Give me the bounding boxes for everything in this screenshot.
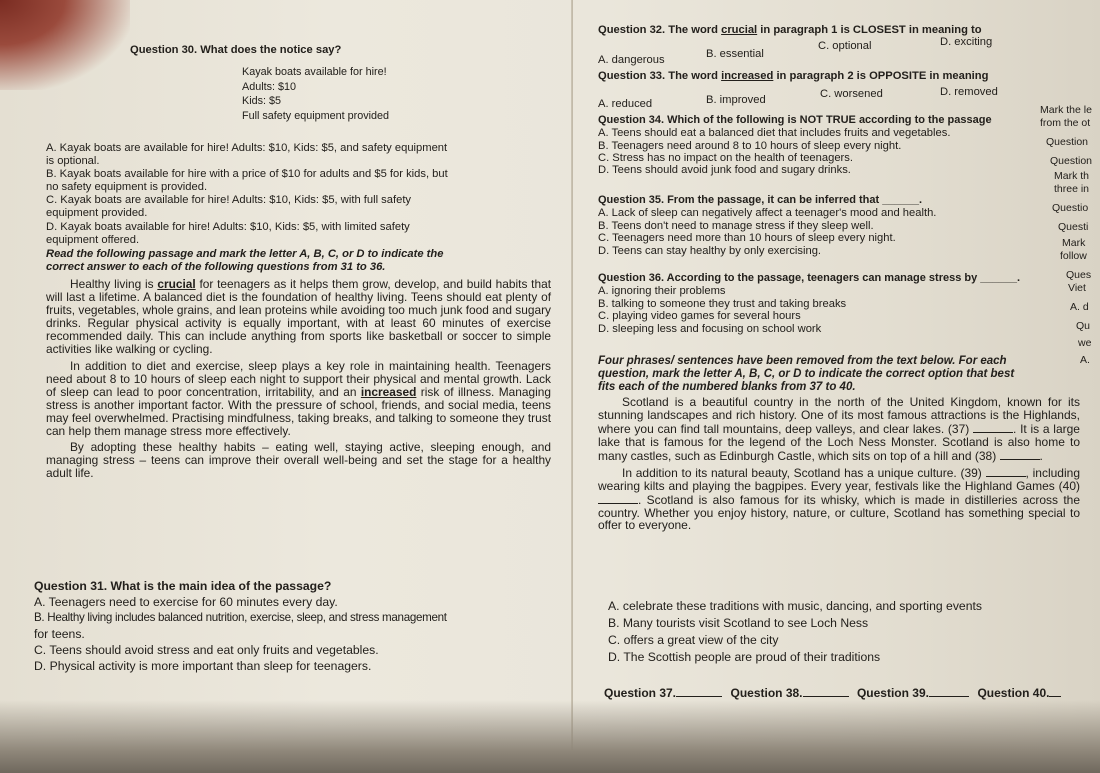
option-d[interactable]: D. The Scottish people are proud of their traditions bbox=[608, 650, 881, 664]
edge-text: Mark the le bbox=[1040, 104, 1092, 116]
q31-option-c[interactable]: C. Teens should avoid stress and eat only fruits and vegetables. bbox=[34, 643, 379, 657]
page-fold bbox=[571, 0, 573, 773]
keyword-increased: increased bbox=[721, 70, 774, 82]
passage2-instruction: question, mark the letter A, B, C, or D to indicate the correct option that best bbox=[598, 368, 1015, 381]
answer-39-label: Question 39. bbox=[856, 686, 929, 700]
blank-39[interactable] bbox=[986, 466, 1026, 477]
edge-text: Questio bbox=[1052, 202, 1089, 214]
text-run: Question 33. The word bbox=[598, 70, 722, 82]
q35-question: Question 35. From the passage, it can be inferred that ______. bbox=[598, 194, 922, 206]
q34-option-d[interactable]: D. Teens should avoid junk food and sugary drinks. bbox=[598, 164, 851, 177]
q31-question: Question 31. What is the main idea of the passage? bbox=[34, 579, 332, 593]
text-run: . It is a large lake that is famous for the legend of the Loch Ness Monster. Scotland is also home to many castles, such as Edinburgh Castle, which sits on top of a hill and (38) bbox=[598, 422, 1080, 463]
text-run: In addition to diet and exercise, sleep plays a key role in maintaining health. Teenagers need about 8 to 10 hours of sleep each night to support their physical and mental growth. Lack of sleep can lead to poor concentration, irritability, and an bbox=[46, 359, 551, 400]
answer-40-label: Question 40. bbox=[977, 686, 1050, 700]
q32-option-b[interactable]: B. essential bbox=[706, 48, 764, 60]
q33-question bbox=[598, 70, 988, 83]
q34-option-c[interactable]: C. Stress has no impact on the health of teenagers. bbox=[598, 151, 853, 164]
q33-option-c[interactable]: C. worsened bbox=[820, 88, 883, 100]
bottom-shadow bbox=[0, 700, 1100, 773]
question-31 bbox=[34, 578, 447, 674]
edge-text: Mark th bbox=[1054, 170, 1090, 182]
question-34 bbox=[598, 114, 992, 177]
q35-option-a[interactable]: A. Lack of sleep can negatively affect a teenager's mood and health. bbox=[598, 207, 937, 220]
q37-40-options bbox=[608, 598, 982, 666]
q30-option-b[interactable]: B. Kayak boats available for hire with a price of $10 for adults and $5 for kids, but bbox=[46, 168, 448, 181]
edge-text: Questi bbox=[1058, 221, 1089, 233]
q36-option-c[interactable]: C. playing video games for several hours bbox=[598, 310, 801, 323]
answer-40-blank[interactable] bbox=[1049, 686, 1061, 697]
passage2-paragraph-1: Scotland is a beautiful country in the north of the United Kingdom, known for its stunning landscapes and rich history. One of its most famous attractions is the Highlands, where you can find tall mountains, deep valleys, and clear lakes. (37) . It is a large lake that is famous for the legend of the Loch Ness Monster. Scotland is also home to many castles, such as Edinburgh Castle, which sits on top of a hill and (38) . bbox=[598, 395, 1080, 463]
q31-option-b[interactable]: B. Healthy living includes balanced nutrition, exercise, sleep, and stress management bbox=[34, 611, 447, 624]
q33-option-d[interactable]: D. removed bbox=[940, 86, 998, 98]
answer-38-label: Question 38. bbox=[730, 686, 803, 700]
text-run: Question 32. The word bbox=[598, 24, 722, 36]
option-b[interactable]: B. Many tourists visit Scotland to see Loch Ness bbox=[608, 616, 869, 630]
blank-38[interactable] bbox=[1000, 449, 1040, 460]
edge-text: Question bbox=[1046, 136, 1089, 148]
edge-text: follow bbox=[1060, 250, 1087, 262]
q33-option-a[interactable]: A. reduced bbox=[598, 98, 653, 110]
edge-text: three in bbox=[1054, 183, 1090, 195]
answer-38-blank[interactable] bbox=[803, 686, 849, 697]
keyword-increased: increased bbox=[360, 385, 417, 400]
q30-option-c[interactable]: C. Kayak boats are available for hire! Adults: $10, Kids: $5, with full safety bbox=[46, 194, 412, 207]
edge-text: Viet bbox=[1068, 282, 1086, 294]
q35-option-d[interactable]: D. Teens can stay healthy by only exercising. bbox=[598, 244, 822, 257]
q36-option-b[interactable]: B. talking to someone they trust and taking breaks bbox=[598, 297, 847, 310]
blank-37-label: (37) bbox=[947, 422, 970, 437]
text-run: Scotland is a beautiful country in the north of the United Kingdom, known for its stunning landscapes and rich history. One of its most famous attractions is the Highlands, where you can find tall mountains, deep valleys, and clear lakes. bbox=[598, 395, 1080, 437]
corner-shadow bbox=[0, 0, 130, 90]
text-run: in paragraph 1 is CLOSEST in meaning to bbox=[757, 24, 982, 36]
q36-question: Question 36. According to the passage, teenagers can manage stress by ______. bbox=[598, 272, 1021, 284]
passage1-paragraph-1 bbox=[46, 278, 551, 356]
passage1-instruction: Read the following passage and mark the letter A, B, C, or D to indicate the bbox=[46, 248, 444, 260]
q30-option-c-cont: equipment provided. bbox=[46, 207, 148, 220]
edge-text: Question bbox=[1050, 155, 1093, 167]
q36-option-d[interactable]: D. sleeping less and focusing on school work bbox=[598, 322, 822, 335]
q32-question bbox=[598, 24, 982, 37]
passage1-paragraph-2 bbox=[46, 360, 551, 438]
next-page-edge bbox=[1040, 104, 1100, 371]
passage1-instruction: correct answer to each of the following questions from 31 to 36. bbox=[46, 261, 386, 274]
q31-option-b-cont: for teens. bbox=[34, 627, 85, 641]
q36-option-a[interactable]: A. ignoring their problems bbox=[598, 285, 726, 298]
passage2-paragraph-2 bbox=[598, 466, 1080, 533]
text-run: risk of illness. Managing stress is another important factor. With the pressure of school, friends, and social media, teens may feel overwhelmed. Practising mindfulness, taking breaks, and talking to someone they trust can help them manage stress more effectively. bbox=[46, 385, 551, 439]
text-run: , including wearing kilts and playing the bagpipes. Every year, festivals like the Highland Games (40) bbox=[598, 465, 1080, 493]
passage-2 bbox=[598, 355, 1080, 532]
passage-1 bbox=[46, 248, 551, 480]
q31-option-d[interactable]: D. Physical activity is more important than sleep for teenagers. bbox=[34, 659, 372, 673]
q31-option-a[interactable]: A. Teenagers need to exercise for 60 minutes every day. bbox=[34, 595, 338, 609]
q30-option-d[interactable]: D. Kayak boats available for hire! Adults: $10, Kids: $5, with limited safety bbox=[46, 220, 410, 233]
notice-line: Kayak boats available for hire! bbox=[242, 66, 387, 78]
q30-options bbox=[46, 142, 448, 247]
edge-text: Ques bbox=[1066, 269, 1092, 281]
q32-option-d[interactable]: D. exciting bbox=[940, 36, 993, 48]
text-run: Healthy living is bbox=[70, 277, 158, 292]
notice-line: Adults: $10 bbox=[242, 81, 297, 94]
edge-text: A. d bbox=[1070, 301, 1089, 313]
q30-option-a[interactable]: A. Kayak boats are available for hire! Adults: $10, Kids: $5, and safety equipment bbox=[46, 142, 448, 154]
q30-option-d-cont: equipment offered. bbox=[46, 233, 140, 246]
question-36 bbox=[598, 272, 1020, 335]
edge-text: from the ot bbox=[1040, 117, 1091, 129]
notice-line: Kids: $5 bbox=[242, 95, 282, 108]
q30-option-b-cont: no safety equipment is provided. bbox=[46, 181, 208, 194]
q33-option-b[interactable]: B. improved bbox=[706, 94, 766, 106]
answer-37-blank[interactable] bbox=[676, 686, 722, 697]
q35-option-b[interactable]: B. Teens don't need to manage stress if they sleep well. bbox=[598, 219, 874, 232]
text-run: In addition to its natural beauty, Scotland has a unique culture. (39) bbox=[622, 465, 982, 480]
q32-option-c[interactable]: C. optional bbox=[818, 40, 872, 52]
question-32 bbox=[598, 24, 982, 37]
answer-37-label: Question 37. bbox=[604, 686, 677, 700]
notice-line: Full safety equipment provided bbox=[242, 109, 390, 122]
text-run: for teenagers as it helps them grow, develop, and build habits that will last a lifetime. A balanced diet is the foundation of healthy living. Teens should eat plenty of fruits, vegetables, whole grains, and lean proteins while avoiding too much junk food and sugary drinks. Regular physical activity is equally important, with at least 60 minutes of exercise recommended daily. This can include anything from sports like basketball or soccer to simple activities like walking or cycling. bbox=[46, 277, 551, 357]
edge-text: Qu bbox=[1076, 320, 1091, 332]
question-30 bbox=[130, 44, 341, 57]
question-33 bbox=[598, 70, 988, 83]
q34-question: Question 34. Which of the following is NOT TRUE according to the passage bbox=[598, 114, 992, 126]
passage2-instruction: fits each of the numbered blanks from 37 to 40. bbox=[598, 381, 856, 394]
q32-option-a[interactable]: A. dangerous bbox=[598, 54, 665, 66]
q30-option-a-cont: is optional. bbox=[46, 155, 100, 168]
q34-option-b[interactable]: B. Teenagers need around 8 to 10 hours of sleep every night. bbox=[598, 139, 902, 152]
text-run: in paragraph 2 is OPPOSITE in meaning bbox=[773, 70, 989, 82]
notice-box bbox=[242, 66, 432, 122]
edge-text: we bbox=[1078, 337, 1092, 349]
keyword-crucial: crucial bbox=[721, 24, 758, 36]
q30-question: Question 30. What does the notice say? bbox=[130, 44, 342, 56]
edge-text: A. bbox=[1080, 354, 1090, 366]
blank-40[interactable] bbox=[598, 493, 638, 504]
question-35 bbox=[598, 194, 936, 257]
passage2-instruction: Four phrases/ sentences have been removed from the text below. For each bbox=[598, 355, 1007, 367]
text-run: . Scotland is also famous for its whisky, which is made in distilleries across the country. Whether you enjoy history, nature, or culture, Scotland has something special to offer to everyone. bbox=[598, 492, 1080, 533]
q35-option-c[interactable]: C. Teenagers need more than 10 hours of sleep every night. bbox=[598, 232, 896, 245]
blank-37[interactable] bbox=[973, 422, 1013, 433]
passage1-paragraph-3: By adopting these healthy habits – eating well, staying active, sleeping enough, and managing stress – teens can improve their overall well-being and set the stage for a healthy adult life. bbox=[46, 440, 551, 481]
answer-39-blank[interactable] bbox=[929, 686, 969, 697]
edge-text: Mark bbox=[1062, 237, 1086, 249]
keyword-crucial: crucial bbox=[157, 277, 196, 292]
option-a[interactable]: A. celebrate these traditions with music, dancing, and sporting events bbox=[608, 599, 982, 613]
q34-option-a[interactable]: A. Teens should eat a balanced diet that includes fruits and vegetables. bbox=[598, 127, 951, 140]
option-c[interactable]: C. offers a great view of the city bbox=[608, 633, 779, 647]
